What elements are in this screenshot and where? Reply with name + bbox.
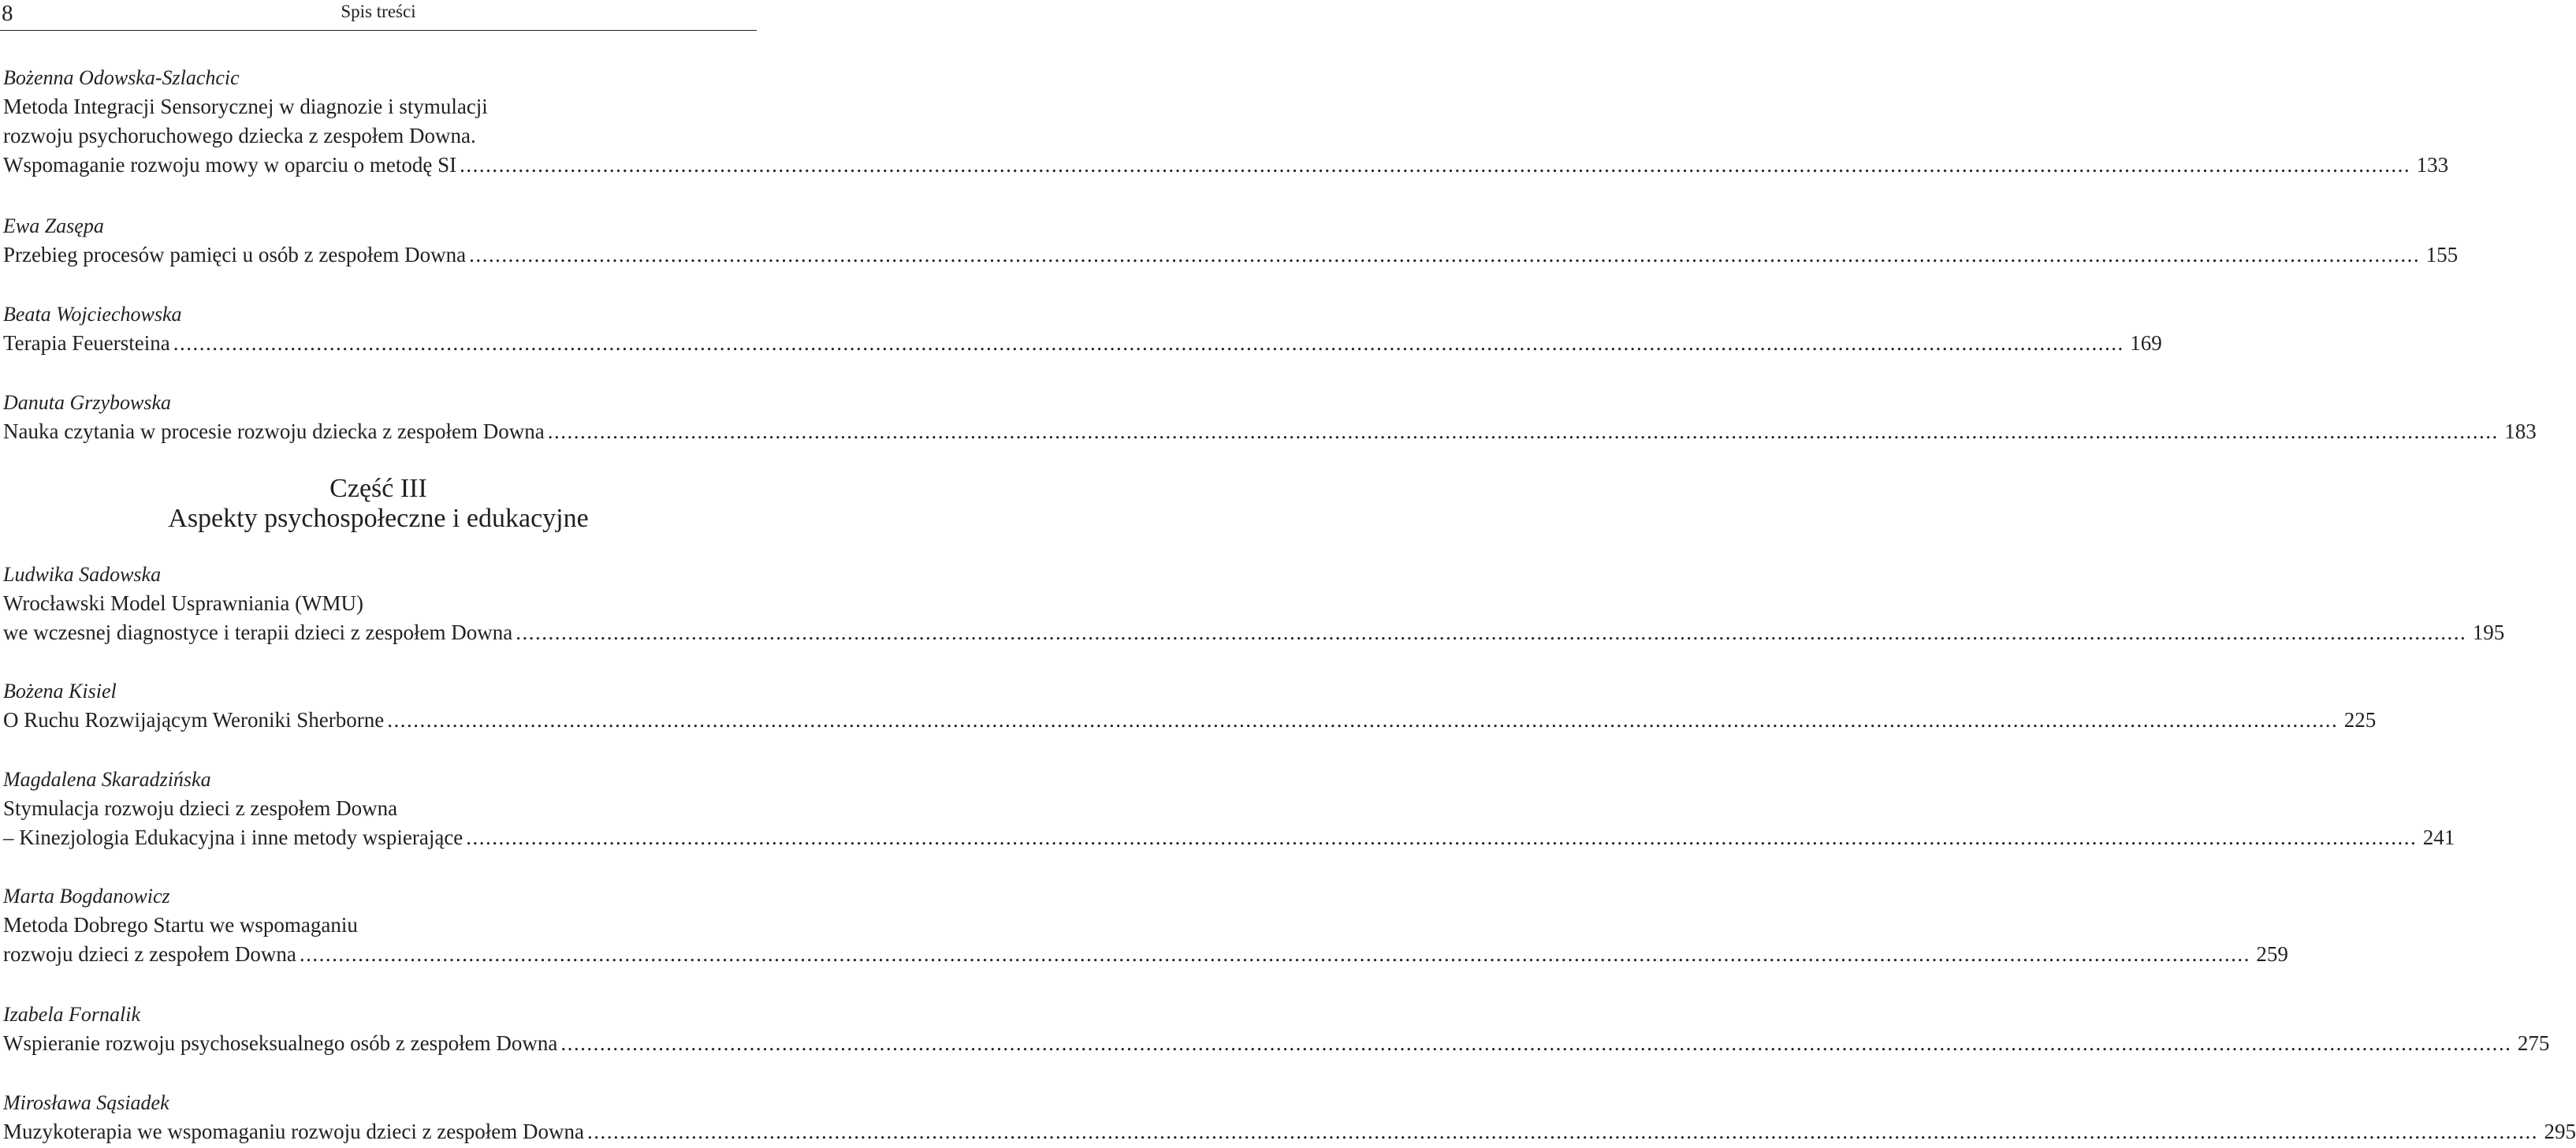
entry-title-line — [3, 618, 2505, 647]
dot-leader: ............................................................................................................................................................................................................................................................................................................ — [587, 1120, 2539, 1143]
entry-author: Marta Bogdanowicz — [3, 885, 170, 908]
entry-title-line — [3, 151, 2449, 180]
page-number: 8 — [2, 1, 13, 26]
dot-leader: ............................................................................................................................................................................................................................................................................................................ — [516, 621, 2467, 644]
entry-author: Izabela Fornalik — [3, 1003, 141, 1026]
entry-author: Bożena Kisiel — [3, 680, 117, 703]
dot-leader: ............................................................................................................................................................................................................................................................................................................ — [466, 826, 2418, 849]
entry-author: Ewa Zasępa — [3, 214, 104, 237]
entry-title-text: Nauka czytania w procesie rozwoju dziecka z zespołem Downa — [3, 419, 545, 443]
entry-title-line — [3, 329, 2162, 358]
toc-entry[interactable] — [3, 765, 2455, 852]
entry-title-line: rozwoju psychoruchowego dziecka z zespołem Downa. — [3, 124, 476, 147]
entry-page-number: 195 — [2472, 621, 2505, 644]
toc-entry[interactable] — [3, 882, 2288, 969]
entry-page-number: 225 — [2343, 708, 2377, 732]
entry-title-line — [3, 823, 2455, 852]
entry-page-number: 183 — [2504, 419, 2537, 443]
entry-title-line — [3, 706, 2377, 735]
entry-title-text: Terapia Feuersteina — [3, 331, 170, 355]
entry-title-line: Wrocławski Model Usprawniania (WMU) — [3, 591, 364, 615]
toc-entry[interactable] — [3, 63, 2449, 180]
entry-title-text: Wspomaganie rozwoju mowy w oparciu o metodę SI — [3, 153, 457, 177]
dot-leader: ............................................................................................................................................................................................................................................................................................................ — [560, 1031, 2512, 1055]
page-header — [0, 0, 757, 31]
running-title: Spis treści — [341, 2, 416, 21]
entry-title-text: Muzykoterapia we wspomaganiu rozwoju dzieci z zespołem Downa — [3, 1120, 585, 1143]
dot-leader: ............................................................................................................................................................................................................................................................................................................ — [387, 708, 2339, 732]
entry-title-line — [3, 940, 2288, 969]
entry-title-text: we wczesnej diagnostyce i terapii dzieci z zespołem Downa — [3, 621, 513, 644]
entry-page-number: 169 — [2130, 331, 2162, 355]
entry-title-line: Metoda Integracji Sensorycznej w diagnozie i stymulacji — [3, 95, 488, 118]
dot-leader: ............................................................................................................................................................................................................................................................................................................ — [460, 153, 2411, 177]
entry-author: Beata Wojciechowska — [3, 303, 182, 326]
toc-entry[interactable] — [3, 560, 2505, 647]
toc-entry[interactable] — [3, 1088, 2576, 1146]
toc-entry[interactable] — [3, 211, 2459, 270]
entry-title-text: rozwoju dzieci z zespołem Downa — [3, 942, 296, 966]
entry-author: Bożenna Odowska-Szlachcic — [3, 66, 240, 89]
entry-title-text: Przebieg procesów pamięci u osób z zespołem Downa — [3, 243, 467, 266]
entry-title-line — [3, 1117, 2576, 1146]
entry-author: Magdalena Skaradzińska — [3, 768, 211, 791]
entry-page-number: 241 — [2422, 826, 2455, 849]
entry-page-number: 155 — [2425, 243, 2459, 266]
entry-title-line: Stymulacja rozwoju dzieci z zespołem Downa — [3, 796, 398, 820]
entry-title-line — [3, 240, 2459, 270]
entry-page-number: 295 — [2544, 1120, 2576, 1143]
dot-leader: ............................................................................................................................................................................................................................................................................................................ — [547, 419, 2499, 443]
entry-author: Mirosława Sąsiadek — [3, 1091, 169, 1114]
entry-author: Ludwika Sadowska — [3, 563, 162, 586]
toc-entry[interactable] — [3, 388, 2537, 446]
toc-entry[interactable] — [3, 1000, 2550, 1058]
part-title: Aspekty psychospołeczne i edukacyjne — [168, 504, 589, 533]
dot-leader: ............................................................................................................................................................................................................................................................................................................ — [469, 243, 2421, 266]
entry-title-text: Wspieranie rozwoju psychoseksualnego osób z zespołem Downa — [3, 1031, 558, 1055]
part-label: Część III — [329, 474, 427, 503]
dot-leader: ............................................................................................................................................................................................................................................................................................................ — [299, 942, 2250, 966]
entry-author: Danuta Grzybowska — [3, 391, 172, 414]
entry-page-number: 133 — [2416, 153, 2449, 177]
entry-title-line — [3, 1029, 2550, 1058]
dot-leader: ............................................................................................................................................................................................................................................................................................................ — [173, 331, 2124, 355]
entry-title-line: Metoda Dobrego Startu we wspomaganiu — [3, 913, 358, 937]
entry-title-line — [3, 417, 2537, 446]
entry-page-number: 259 — [2256, 942, 2288, 966]
toc-entry[interactable] — [3, 300, 2162, 358]
entry-title-text: – Kinezjologia Edukacyjna i inne metody wspierające — [3, 826, 463, 849]
entry-page-number: 275 — [2517, 1031, 2550, 1055]
entry-title-text: O Ruchu Rozwijającym Weroniki Sherborne — [3, 708, 385, 732]
toc-entry[interactable] — [3, 676, 2377, 735]
